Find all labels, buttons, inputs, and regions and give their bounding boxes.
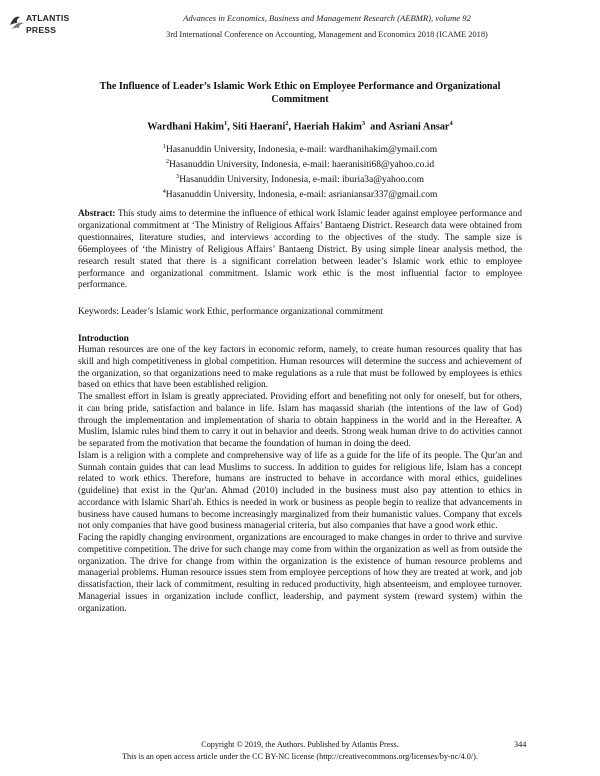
copyright-line: Copyright © 2019, the Authors. Published by Atlantis Press.	[201, 740, 399, 749]
author-name: Siti Haerani	[232, 121, 286, 133]
introduction-section	[78, 333, 522, 615]
author-affiliation-marker: 2	[285, 120, 289, 127]
author-separator: ,	[227, 121, 233, 133]
paper-title: The Influence of Leader’s Islamic Work Ethic on Employee Performance and Organizational Commitment	[99, 81, 501, 105]
affiliation-text: Hasanuddin University, Indonesia, e-mail: haeranisiti68@yahoo.co.id	[169, 160, 435, 171]
logo-line-1: ATLANTIS	[26, 13, 70, 23]
affiliation-text: Hasanuddin University, Indonesia, e-mail: iburia3a@yahoo.com	[179, 175, 424, 186]
affiliation-text: Hasanuddin University, Indonesia, e-mail: wardhanihakim@ymail.com	[165, 145, 438, 156]
license-line: This is an open access article under the CC BY-NC license (http://creativecommons.org/licenses/by-nc/4.0/).	[122, 752, 478, 761]
intro-paragraph: The smallest effort in Islam is greatly appreciated. Providing effort and benefiting not only for oneself, but for others, it can bring pride, satisfaction and balance in life. Islam has maqassid shariah (the intentions of the law of God) through the implementation and implementation of sharia to obtain happiness in the world and in the Hereafter. A Muslim, Islamic rules bind them to carry it out in behavior and deeds. Strong weak human drive to do activities cannot be separated from the motivation that became the foundation of human in doing the deed.	[78, 392, 522, 449]
affiliation-line	[60, 141, 540, 156]
intro-paragraph: Islam is a religion with a complete and comprehensive way of life as a guide for the life of its people. The Qur'an and Sunnah contain guides that can lead Muslims to success. In addition to guides for religious life, Islam has a concept related to work ethics. Therefore, humans are instructed to behave in accordance with moral ethics, guidelines (guideline) that exist in the Qur'an. Ahmad (2010) included in the business must also pay attention to ethics in accordance with Islamic Shari'ah. Ethics is needed in work or business as people begin to realize that advancements in business have caused humans to become increasingly marginalized from their humanistic values. Company that excels not only companies that have good business managerial criteria, but also companies that have a good work ethic.	[78, 450, 522, 532]
author-affiliation-marker: 3	[361, 120, 366, 127]
author-affiliation-marker: 1	[224, 120, 228, 127]
journal-name: Advances in Economics, Business and Management Research (AEBMR), volume 92	[183, 13, 471, 23]
atlantis-press-logo	[8, 9, 68, 45]
affiliation-marker: 1	[162, 143, 166, 150]
affiliation-list	[60, 141, 540, 202]
author-affiliation-marker: 4	[449, 120, 453, 127]
abstract-text: This study aims to determine the influence of ethical work Islamic leader against employee performance and organizational commitment at ‘The Ministry of Religious Affairs’ Bantaeng District. Research data were obtained from questionnaires, literature studies, and interviews according to the objectives of the study. The sample size is 66employees of ‘the Ministry of Religious Affairs’ Bantaeng District. By using simple linear analysis method, the research result stated that there is a significant correlation between leader’s Islamic work ethic to employee performance and organizational commitment. Islamic work ethic is the most influential factor to employee performance.	[78, 209, 522, 291]
intro-paragraph: Human resources are one of the key factors in economic reform, namely, to create human resources quality that has skill and high competitiveness in global competition. Human resources will determine the success and achievement of the organization, so that organizations need to make regulations as a rule that must be followed by employees is ethics based on ethics that have been established religion.	[78, 345, 522, 391]
affiliation-marker: 2	[165, 158, 170, 166]
author-list	[60, 117, 540, 133]
affiliation-line	[60, 171, 540, 186]
affiliation-marker: 3	[176, 173, 180, 181]
abstract-label: Abstract:	[78, 209, 116, 219]
introduction-heading: Introduction	[78, 334, 129, 344]
running-header	[70, 12, 584, 41]
intro-paragraph: Facing the rapidly changing environment, organizations are encouraged to make changes in order to thrive and survive competitive competition. The drive for such change may come from within the organization as well as from outside the organization. The drive for change from within the organization is the existence of human resource problems and managerial problems. Human resource issues stem from employee perceptions of how they are treated at work, and job dissatisfaction, their lack of commitment, resulting in reduced productivity, high absenteeism, and employee turnover. Managerial issues in organization include conflict, leadership, and payment system (reward system) within the organization.	[78, 533, 522, 614]
affiliation-marker: 4	[162, 188, 166, 196]
page-number: 344	[514, 740, 527, 749]
affiliation-text: Hasanuddin University, Indonesia, e-mail: asrianiansar337@gmail.com	[165, 190, 438, 201]
author-separator: ,	[288, 121, 294, 133]
affiliation-line	[60, 186, 540, 201]
logo-line-2: PRESS	[26, 25, 57, 35]
author-name: Haeriah Hakim	[293, 121, 362, 133]
abstract	[78, 209, 522, 292]
affiliation-line	[60, 156, 540, 171]
logo-wordmark	[26, 12, 69, 36]
keywords: Keywords: Leader’s Islamic work Ethic, performance organizational commitment	[78, 307, 383, 317]
author-name: Asriani Ansar	[388, 121, 450, 133]
author-separator: and	[365, 121, 389, 133]
conference-name: 3rd International Conference on Accounting, Management and Economics 2018 (ICAME 2018)	[166, 30, 488, 39]
author-name: Wardhani Hakim	[147, 121, 225, 133]
